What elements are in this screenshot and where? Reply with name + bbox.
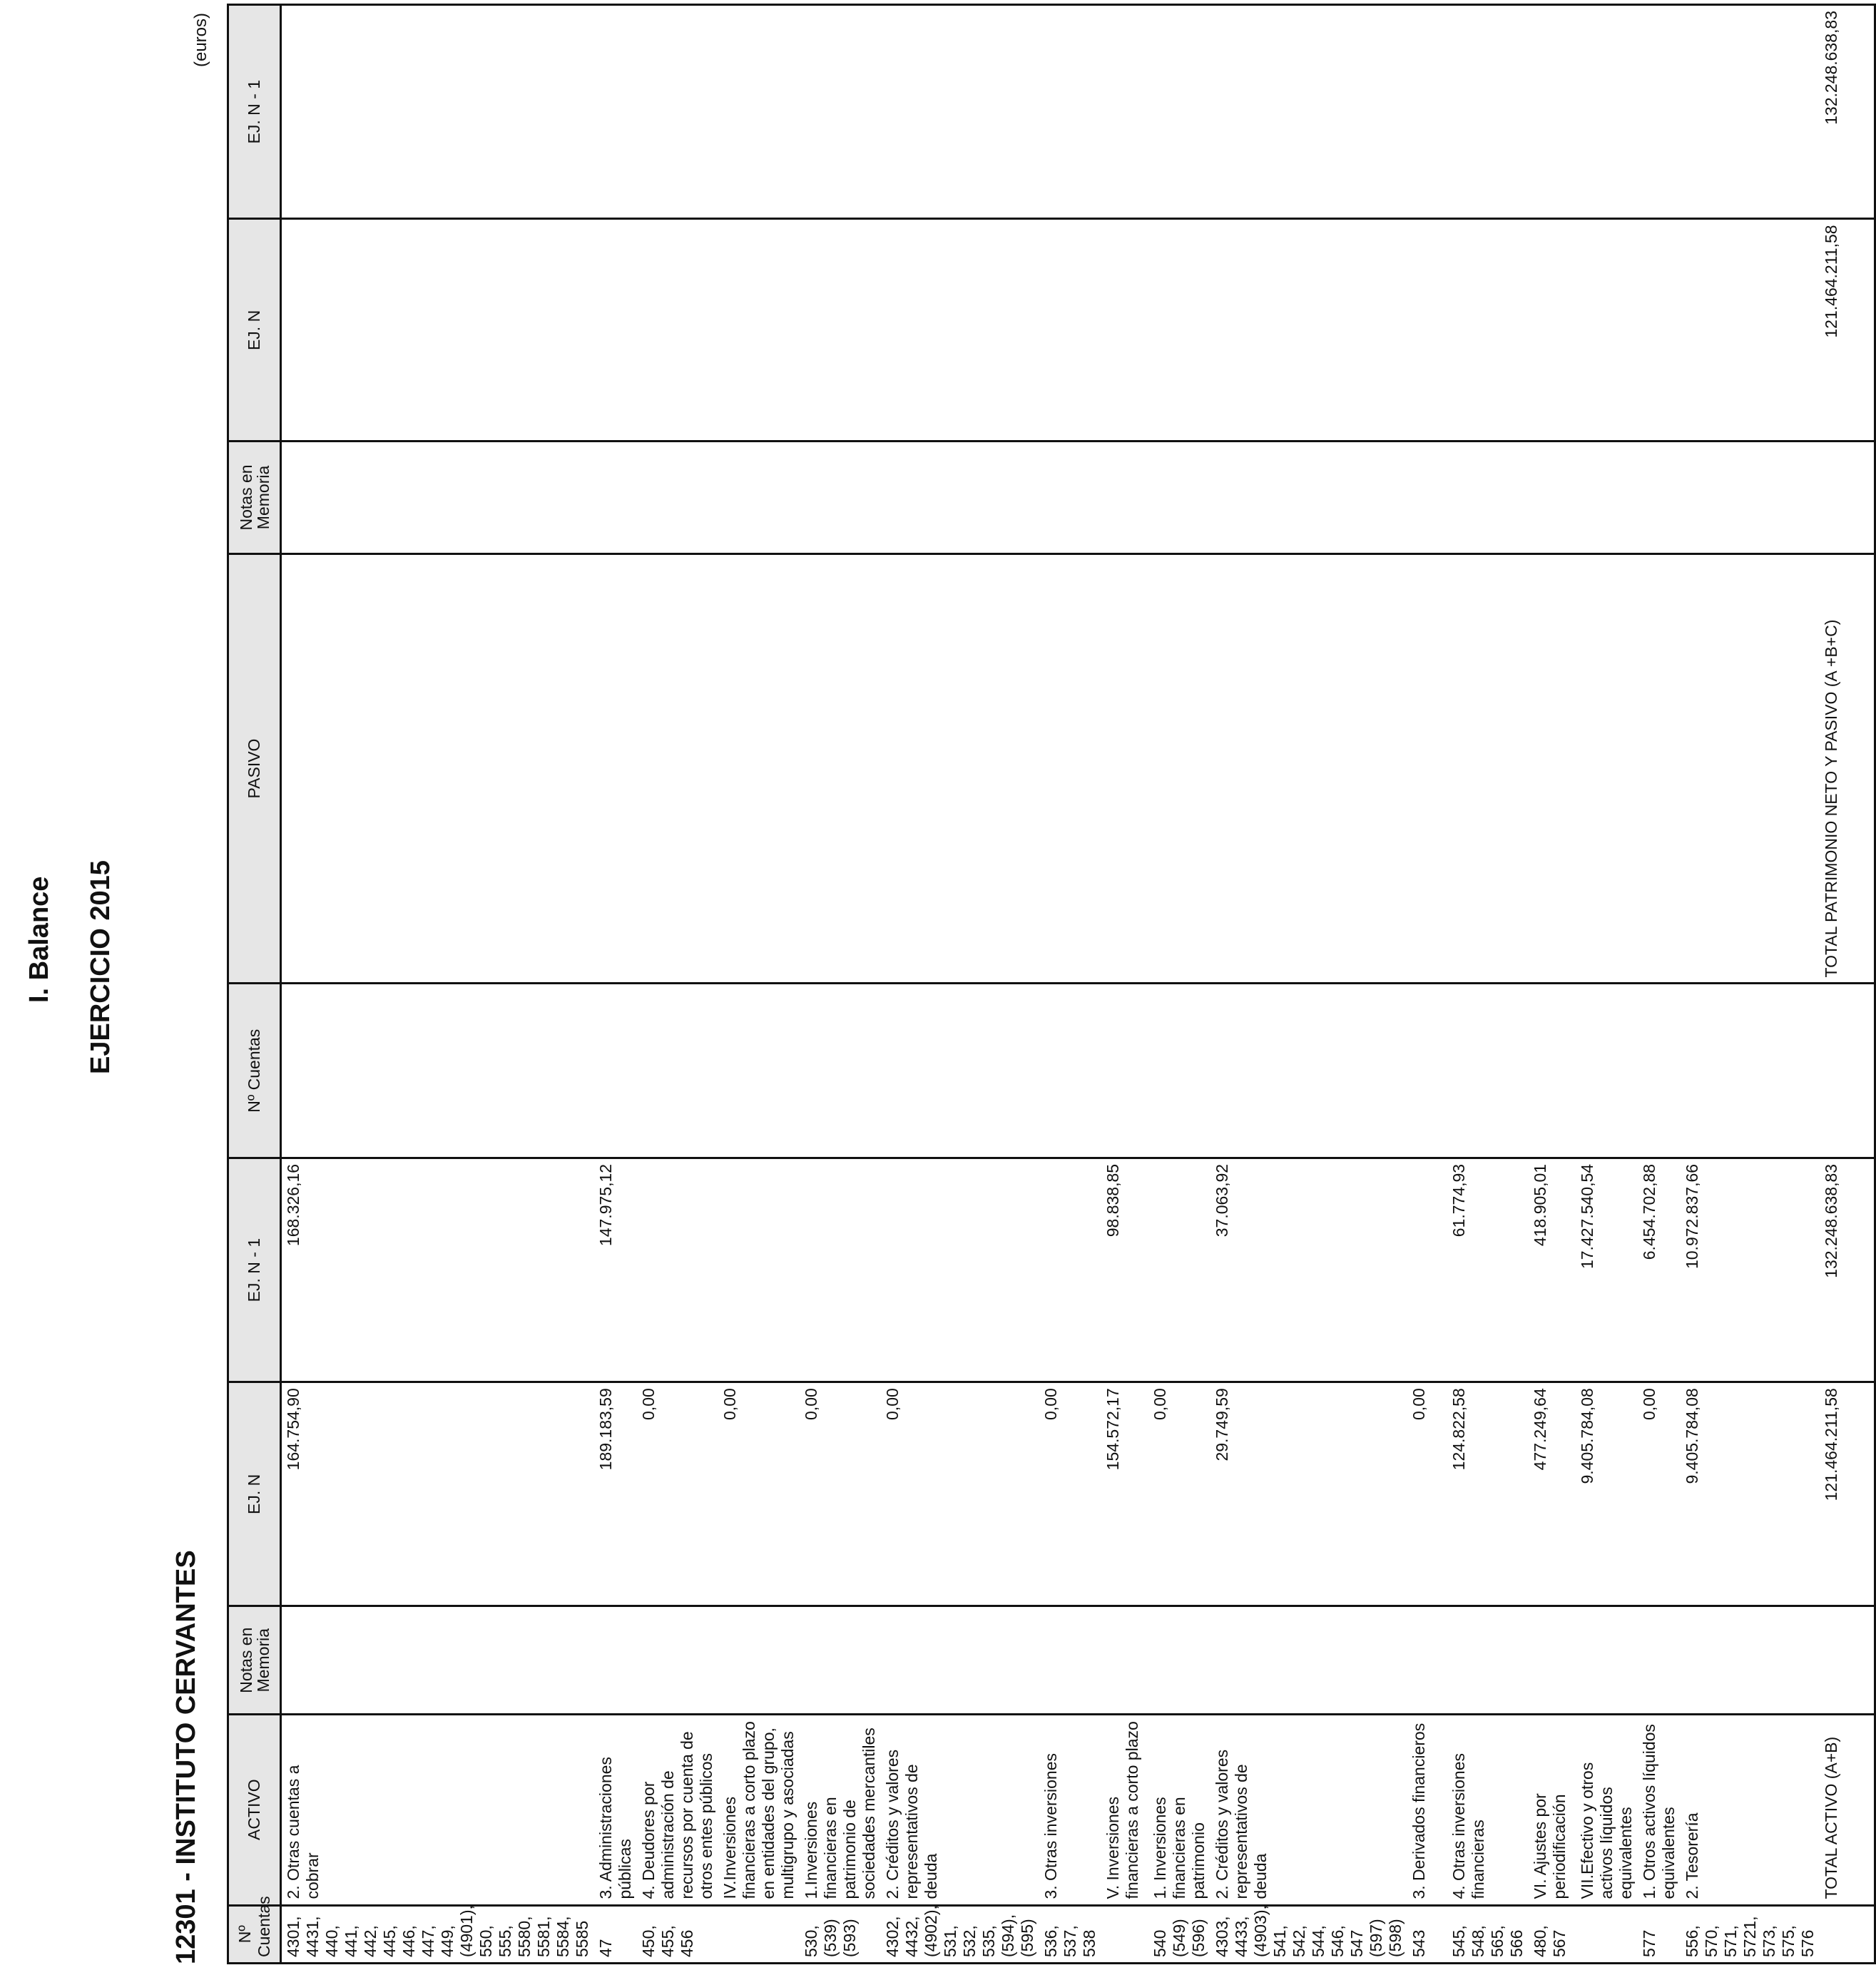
ejn1-cell: 61.774,93 [1447,1158,1529,1382]
cuentas-cell: 480, 567 [1529,1905,1576,1963]
activo-label-cell: 1. Otros activos líquidos equivalentes [1638,1714,1681,1905]
activo-row [1638,5,1681,1964]
pasivo-ejn-cell [1447,219,1529,442]
ejn-cell: 0,00 [1638,1382,1681,1606]
ejn-cell: 154.572,17 [1101,1382,1148,1606]
activo-label-cell: VII.Efectivo y otros activos líquidos equivalentes [1576,1714,1638,1905]
pasivo-notas-cell [1101,442,1148,553]
activo-label-cell: 3. Otras inversiones [1039,1714,1101,1905]
ejn-cell: 9.405.784,08 [1576,1382,1638,1606]
pasivo-label-cell [1039,553,1101,984]
pasivo-ejn-cell [281,219,595,442]
pasivo-ejn1-cell [881,5,1039,219]
notas-cell [281,1606,595,1714]
cuentas-cell: 545, 548, 565, 566 [1447,1905,1529,1963]
pasivo-label-cell [1101,553,1148,984]
cuentas-cell: 530, (539) (593) [800,1905,881,1963]
ejn-cell: 164.754,90 [281,1382,595,1606]
notas-cell [637,1606,718,1714]
cuentas-cell [718,1905,800,1963]
notas-cell [1101,1606,1148,1714]
cuentas-cell: 556, 570, 571, 5721, 573, 575, 576 [1681,1905,1820,1963]
ejn1-cell [637,1158,718,1382]
notas-cell [881,1606,1039,1714]
pasivo-cuentas-cell [1039,984,1101,1158]
pasivo-cuentas-cell [594,984,637,1158]
pasivo-ejn-cell [800,219,881,442]
pasivo-ejn1-cell [1210,5,1407,219]
pasivo-label-cell [1148,553,1210,984]
pasivo-notas-cell [1148,442,1210,553]
pasivo-label-cell [881,553,1039,984]
ejn1-cell [881,1158,1039,1382]
ejn-cell: 0,00 [718,1382,800,1606]
pasivo-label-cell [1576,553,1638,984]
activo-row [881,5,1039,1964]
activo-label-cell: IV.Inversiones financieras a corto plazo en entidades del grupo, multigrupo y asociadas [718,1714,800,1905]
pasivo-label-cell [800,553,881,984]
activo-row [637,5,718,1964]
pasivo-cuentas-cell [1210,984,1407,1158]
pasivo-notas-cell [1447,442,1529,553]
pasivo-label-cell [1638,553,1681,984]
cuentas-cell: 577 [1638,1905,1681,1963]
activo-row [594,5,637,1964]
pasivo-ejn1-cell [1039,5,1101,219]
pasivo-ejn1-cell [1447,5,1529,219]
ejn-cell: 0,00 [800,1382,881,1606]
entity-title: 12301 - INSTITUTO CERVANTES [171,1550,201,1964]
header-ejn1: EJ. N - 1 [228,1158,281,1382]
pasivo-notas-cell [281,442,595,553]
pasivo-ejn-cell [1039,219,1101,442]
pasivo-ejn1-cell [637,5,718,219]
ejn-cell: 29.749,59 [1210,1382,1407,1606]
pasivo-ejn-cell [1148,219,1210,442]
activo-label-cell: 1.Inversiones financieras en patrimonio de sociedades mercantiles [800,1714,881,1905]
ejn-cell: 0,00 [1407,1382,1447,1606]
cuentas-cell: 4303, 4433, (4903), 541, 542, 544, 546, 547 (597) (598) [1210,1905,1407,1963]
pasivo-ejn1-cell [1681,5,1820,219]
total-pasivo-ejn1: 132.248.638,83 [1820,5,1875,219]
ejn1-cell [1407,1158,1447,1382]
pasivo-notas-cell [1039,442,1101,553]
total-cuentas [1820,1905,1875,1963]
notas-cell [594,1606,637,1714]
notas-cell [1576,1606,1638,1714]
activo-row [1576,5,1638,1964]
pasivo-label-cell [637,553,718,984]
pasivo-ejn-cell [718,219,800,442]
balance-table [227,4,1876,1964]
pasivo-cuentas-cell [637,984,718,1158]
ejn1-cell [800,1158,881,1382]
total-notas [1820,1606,1875,1714]
total-activo-ejn: 121.464.211,58 [1820,1382,1875,1606]
activo-label-cell: 1. Inversiones financieras en patrimonio [1148,1714,1210,1905]
pasivo-notas-cell [1529,442,1576,553]
activo-row [800,5,881,1964]
pasivo-cuentas-cell [1529,984,1576,1158]
pasivo-notas-cell [881,442,1039,553]
cuentas-cell: 4301, 4431, 440, 441, 442, 445, 446, 447, 449, (4901), 550, 555, 5580, 5581, 5584, 5585 [281,1905,595,1963]
pasivo-ejn-cell [1576,219,1638,442]
ejn-cell: 477.249,64 [1529,1382,1576,1606]
ejn1-cell: 17.427.540,54 [1576,1158,1638,1382]
pasivo-ejn1-cell [594,5,637,219]
notas-cell [1210,1606,1407,1714]
pasivo-ejn1-cell [1148,5,1210,219]
ejn-cell: 0,00 [881,1382,1039,1606]
ejn-cell: 9.405.784,08 [1681,1382,1820,1606]
pasivo-cuentas-cell [1576,984,1638,1158]
table-header [228,5,281,1964]
cuentas-cell: 450, 455, 456 [637,1905,718,1963]
total-row [1820,5,1875,1964]
activo-label-cell: VI. Ajustes por periodificación [1529,1714,1576,1905]
activo-label-cell: 4. Otras inversiones financieras [1447,1714,1529,1905]
activo-row [1681,5,1820,1964]
notas-cell [800,1606,881,1714]
pasivo-label-cell [1447,553,1529,984]
pasivo-notas-cell [1407,442,1447,553]
pasivo-cuentas-cell [281,984,595,1158]
cuentas-cell: 4302, 4432, (4902), 531, 532, 535, (594), (595) [881,1905,1039,1963]
pasivo-ejn1-cell [800,5,881,219]
pasivo-label-cell [594,553,637,984]
pasivo-ejn-cell [1529,219,1576,442]
activo-label-cell: 2. Créditos y valores representativos de deuda [881,1714,1039,1905]
activo-row [1407,5,1447,1964]
pasivo-ejn1-cell [281,5,595,219]
pasivo-ejn1-cell [1529,5,1576,219]
activo-row [1210,5,1407,1964]
activo-row [1101,5,1148,1964]
total-pasivo-cuentas [1820,984,1875,1158]
activo-row [718,5,800,1964]
header-notas: Notas en Memoria [228,1606,281,1714]
ejn1-cell: 6.454.702,88 [1638,1158,1681,1382]
header-ejn-pasivo: EJ. N [228,219,281,442]
pasivo-label-cell [1407,553,1447,984]
pasivo-notas-cell [718,442,800,553]
activo-label-cell: 2. Tesorería [1681,1714,1820,1905]
cuentas-cell: 540 (549) (596) [1148,1905,1210,1963]
ejn1-cell [718,1158,800,1382]
ejn1-cell: 168.326,16 [281,1158,595,1382]
section-title: I. Balance [24,876,54,1003]
notas-cell [1681,1606,1820,1714]
pasivo-cuentas-cell [1148,984,1210,1158]
activo-row [1148,5,1210,1964]
activo-label-cell: 3. Derivados financieros [1407,1714,1447,1905]
ejn1-cell: 147.975,12 [594,1158,637,1382]
pasivo-ejn-cell [1210,219,1407,442]
pasivo-label-cell [1681,553,1820,984]
pasivo-ejn-cell [1638,219,1681,442]
total-pasivo-notas [1820,442,1875,553]
activo-label-cell: 3. Administraciones públicas [594,1714,637,1905]
ejn-cell: 0,00 [637,1382,718,1606]
cuentas-cell: 536, 537, 538 [1039,1905,1101,1963]
activo-row [1529,5,1576,1964]
pasivo-notas-cell [637,442,718,553]
header-ejn: EJ. N [228,1382,281,1606]
total-pasivo-ejn: 121.464.211,58 [1820,219,1875,442]
pasivo-cuentas-cell [1447,984,1529,1158]
total-activo-label: TOTAL ACTIVO (A+B) [1820,1714,1875,1905]
currency-note: (euros) [191,12,210,67]
ejn1-cell [1039,1158,1101,1382]
cuentas-cell [1576,1905,1638,1963]
pasivo-ejn1-cell [1407,5,1447,219]
cuentas-cell [1101,1905,1148,1963]
ejn-cell: 189.183,59 [594,1382,637,1606]
header-ejn1-pasivo: EJ. N - 1 [228,5,281,219]
pasivo-label-cell [1529,553,1576,984]
cuentas-cell: 47 [594,1905,637,1963]
notas-cell [1407,1606,1447,1714]
ejn1-cell: 10.972.837,66 [1681,1158,1820,1382]
pasivo-ejn-cell [594,219,637,442]
pasivo-cuentas-cell [1681,984,1820,1158]
pasivo-ejn1-cell [1576,5,1638,219]
pasivo-cuentas-cell [1638,984,1681,1158]
ejn1-cell: 37.063,92 [1210,1158,1407,1382]
ejn-cell: 0,00 [1148,1382,1210,1606]
pasivo-label-cell [281,553,595,984]
pasivo-cuentas-cell [1101,984,1148,1158]
header-cuentas-pasivo: Nº Cuentas [228,984,281,1158]
pasivo-cuentas-cell [1407,984,1447,1158]
pasivo-ejn-cell [1681,219,1820,442]
ejn1-cell: 418.905,01 [1529,1158,1576,1382]
activo-label-cell: 4. Deudores por administración de recursos por cuenta de otros entes públicos [637,1714,718,1905]
header-activo: ACTIVO [228,1714,281,1905]
notas-cell [718,1606,800,1714]
header-cuentas: Nº Cuentas [228,1905,281,1963]
pasivo-ejn1-cell [1638,5,1681,219]
total-pasivo-label: TOTAL PATRIMONIO NETO Y PASIVO (A +B+C) [1820,553,1875,984]
pasivo-ejn-cell [637,219,718,442]
total-activo-ejn1: 132.248.638,83 [1820,1158,1875,1382]
pasivo-cuentas-cell [881,984,1039,1158]
pasivo-cuentas-cell [718,984,800,1158]
notas-cell [1529,1606,1576,1714]
pasivo-notas-cell [1681,442,1820,553]
cuentas-cell: 543 [1407,1905,1447,1963]
activo-row [1447,5,1529,1964]
pasivo-ejn1-cell [718,5,800,219]
pasivo-label-cell [718,553,800,984]
pasivo-cuentas-cell [800,984,881,1158]
pasivo-ejn-cell [1407,219,1447,442]
ejercicio-title: EJERCICIO 2015 [86,860,116,1074]
pasivo-notas-cell [800,442,881,553]
pasivo-label-cell [1210,553,1407,984]
activo-label-cell: V. Inversiones financieras a corto plazo [1101,1714,1148,1905]
activo-label-cell: 2. Otras cuentas a cobrar [281,1714,595,1905]
header-notas-pasivo: Notas en Memoria [228,442,281,553]
activo-row [281,5,595,1964]
ejn-cell: 0,00 [1039,1382,1101,1606]
ejn1-cell: 98.838,85 [1101,1158,1148,1382]
pasivo-ejn1-cell [1101,5,1148,219]
notas-cell [1148,1606,1210,1714]
notas-cell [1638,1606,1681,1714]
pasivo-notas-cell [1210,442,1407,553]
header-pasivo: PASIVO [228,553,281,984]
pasivo-ejn-cell [1101,219,1148,442]
activo-label-cell: 2. Créditos y valores representativos de deuda [1210,1714,1407,1905]
activo-row [1039,5,1101,1964]
pasivo-notas-cell [1638,442,1681,553]
pasivo-notas-cell [1576,442,1638,553]
ejn-cell: 124.822,58 [1447,1382,1529,1606]
pasivo-ejn-cell [881,219,1039,442]
pasivo-notas-cell [594,442,637,553]
notas-cell [1039,1606,1101,1714]
ejn1-cell [1148,1158,1210,1382]
notas-cell [1447,1606,1529,1714]
